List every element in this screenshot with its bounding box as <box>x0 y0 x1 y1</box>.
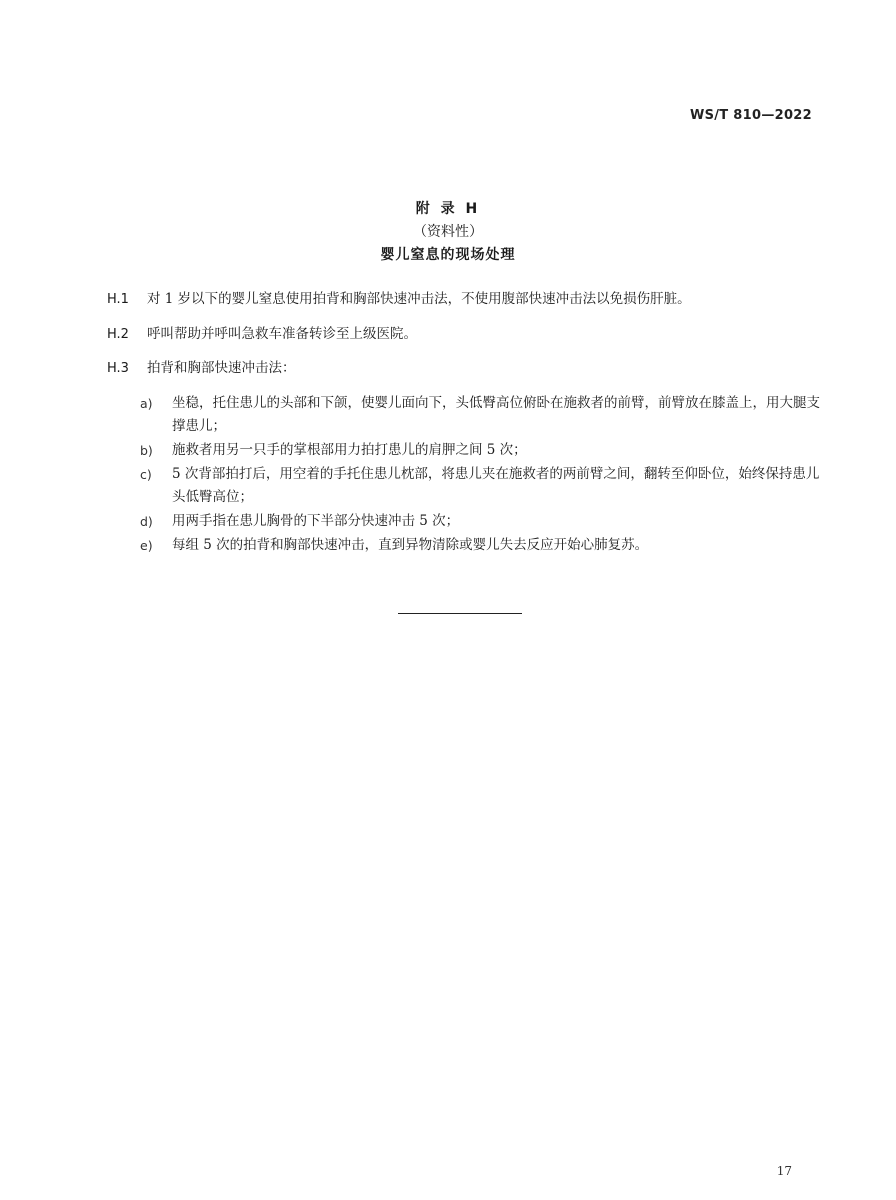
list-item-mark: e) <box>140 538 153 553</box>
list-item-text: 坐稳，托住患儿的头部和下颌，使婴儿面向下，头低臀高位俯卧在施救者的前臂，前臂放在膝盖上，用大腿支撑患儿； <box>172 395 820 434</box>
list-item-mark: c) <box>140 467 152 482</box>
list-item-text: 施救者用另一只手的掌根部用力拍打患儿的肩胛之间 5 次； <box>172 442 527 458</box>
clause-h3 <box>107 356 817 381</box>
clause-text: 对 1 岁以下的婴儿窒息使用拍背和胸部快速冲击法，不使用腹部快速冲击法以免损伤肝脏。 <box>147 291 691 307</box>
clause-text: 呼叫帮助并呼叫急救车准备转诊至上级医院。 <box>147 326 417 342</box>
clause-h2 <box>107 322 817 347</box>
clause-number: H.2 <box>107 327 129 342</box>
list-item-text: 每组 5 次的拍背和胸部快速冲击，直到异物清除或婴儿失去反应开始心肺复苏。 <box>172 537 649 553</box>
list-item-mark: d) <box>140 514 153 529</box>
end-of-appendix-rule <box>398 613 522 614</box>
clause-number: H.1 <box>107 292 129 307</box>
standard-code: WS/T 810—2022 <box>689 108 812 123</box>
list-item-text: 用两手指在患儿胸骨的下半部分快速冲击 5 次； <box>172 513 460 529</box>
appendix-label: 附 录 H <box>415 201 481 217</box>
list-item <box>140 463 820 509</box>
list-item <box>140 510 820 533</box>
appendix-nature: （资料性） <box>413 224 483 240</box>
clause-number: H.3 <box>107 361 129 376</box>
list-item <box>140 392 820 438</box>
clause-text: 拍背和胸部快速冲击法： <box>147 360 296 376</box>
list-item <box>140 439 820 462</box>
list-item-mark: b) <box>140 443 153 458</box>
clause-h1 <box>107 287 817 312</box>
list-item <box>140 534 820 557</box>
appendix-title: 婴儿窒息的现场处理 <box>380 247 516 263</box>
list-item-mark: a) <box>140 396 153 411</box>
procedure-steps <box>140 392 820 558</box>
page-number: 17 <box>776 1164 792 1178</box>
list-item-text: 5 次背部拍打后，用空着的手托住患儿枕部，将患儿夹在施救者的两前臂之间，翻转至仰卧位，始终保持患儿头低臀高位； <box>172 466 820 505</box>
